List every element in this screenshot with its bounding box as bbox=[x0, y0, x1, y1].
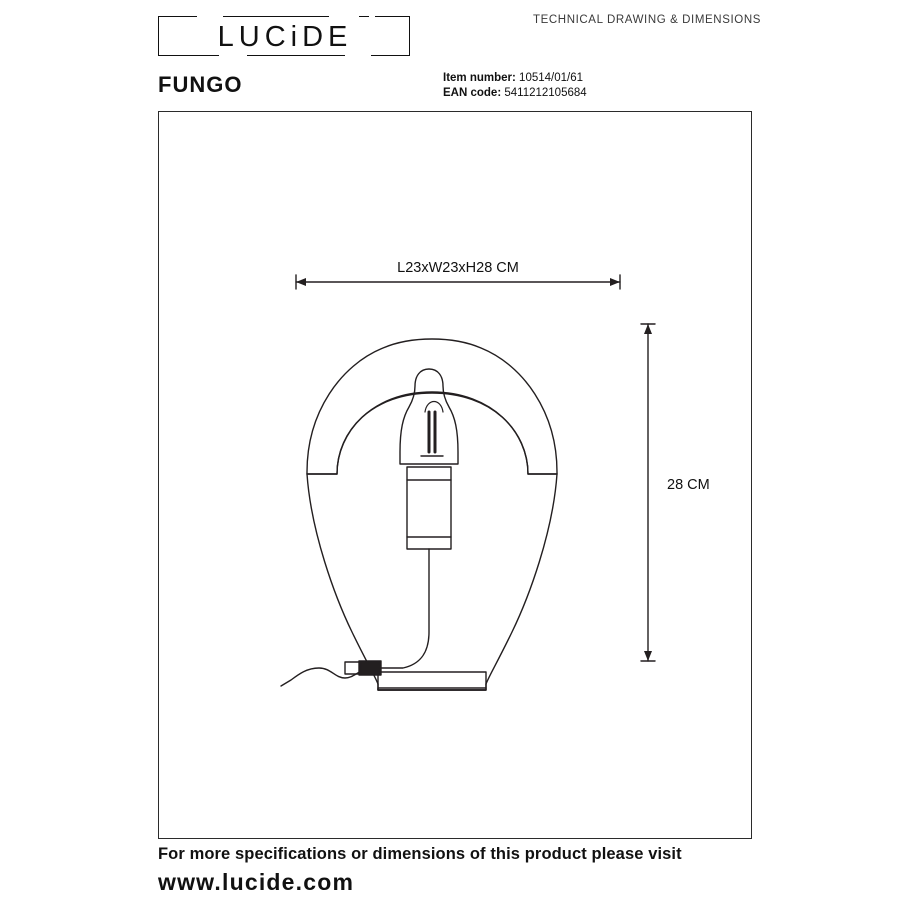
website-url[interactable]: www.lucide.com bbox=[158, 869, 355, 895]
ean-code-label: EAN code: bbox=[443, 87, 502, 99]
logo-notch-icon bbox=[197, 14, 223, 21]
height-dimension-line bbox=[641, 324, 655, 661]
footer-text: For more specifications or dimensions of this product please visit bbox=[158, 845, 682, 863]
page-title: FUNGO bbox=[158, 72, 243, 97]
logo-notch-icon bbox=[345, 53, 371, 60]
ean-code-row bbox=[443, 86, 587, 101]
brand-logo bbox=[158, 16, 410, 56]
logo-notch-icon bbox=[329, 14, 359, 21]
height-dimension-label: 28 CM bbox=[667, 477, 710, 493]
power-cord bbox=[281, 549, 429, 686]
width-dimension-line bbox=[296, 275, 620, 289]
document-header bbox=[0, 0, 907, 105]
document-footer bbox=[158, 845, 758, 896]
drawing-frame bbox=[158, 111, 752, 839]
technical-drawing bbox=[159, 112, 753, 840]
ean-code-value: 5411212105684 bbox=[504, 87, 587, 99]
logo-notch-icon bbox=[219, 53, 247, 60]
light-bulb bbox=[400, 369, 458, 464]
width-dimension-label: L23xW23xH28 CM bbox=[397, 260, 519, 276]
item-number-label: Item number: bbox=[443, 72, 516, 84]
lamp-base-outline bbox=[307, 474, 557, 690]
lamp-socket bbox=[407, 467, 451, 549]
technical-drawing-label: TECHNICAL DRAWING & DIMENSIONS bbox=[533, 14, 761, 26]
logo-notch-icon bbox=[369, 15, 375, 33]
item-number-value: 10514/01/61 bbox=[519, 72, 583, 84]
item-metadata bbox=[443, 71, 587, 101]
item-number-row bbox=[443, 71, 587, 86]
lamp-shade-outline bbox=[307, 339, 557, 474]
lamp-shade-inner-curve bbox=[337, 393, 528, 474]
brand-logo-text: LUCiDE bbox=[217, 21, 353, 53]
